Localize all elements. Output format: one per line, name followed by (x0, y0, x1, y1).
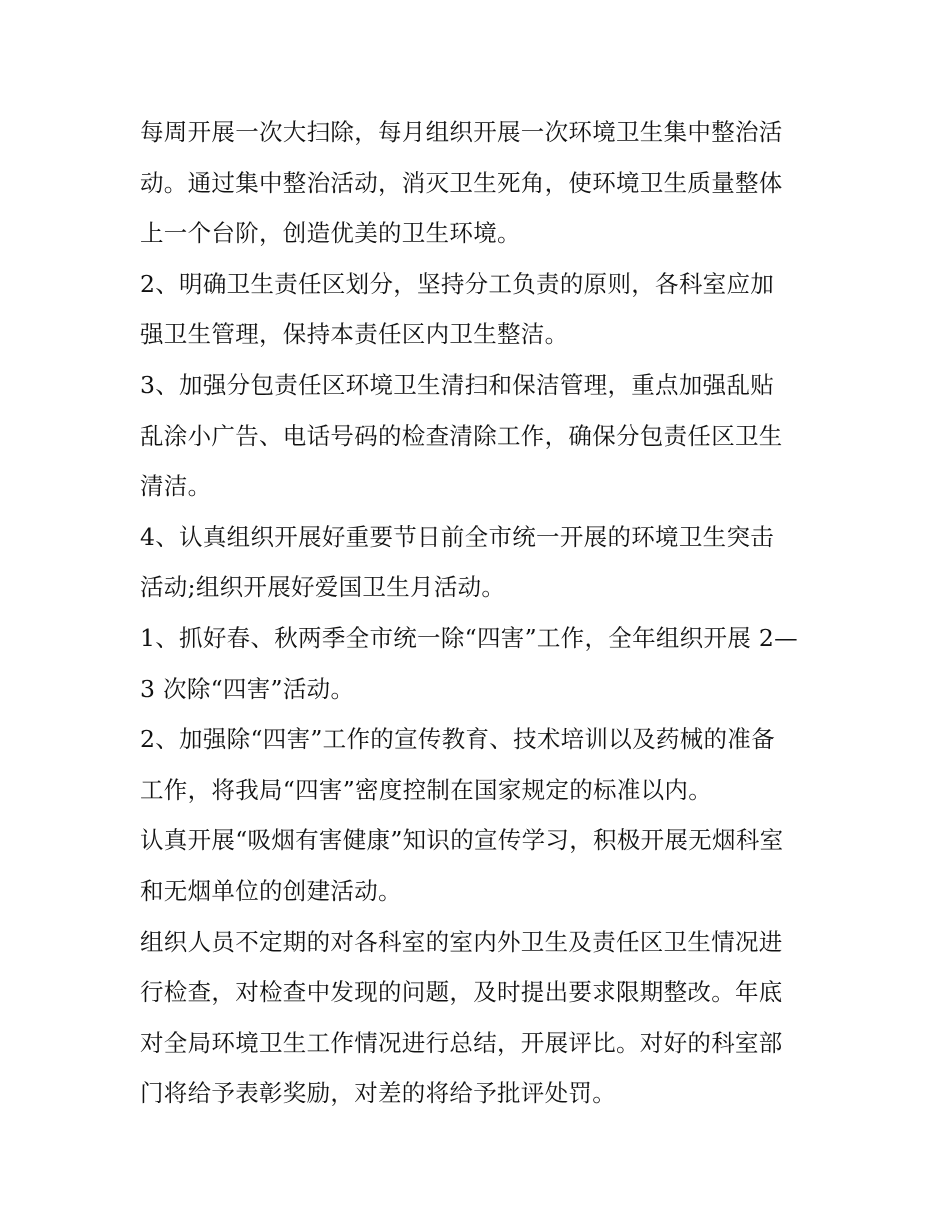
paragraph-holiday-campaign: 4、认真组织开展好重要节日前全市统一开展的环境卫生突击 活动;组织开展好爱国卫生月活动。 (140, 522, 775, 602)
paragraph-pest-control-seasonal: 1、抓好春、秋两季全市统一除“四害”工作，全年组织开展 2— 3 次除“四害”活动。 (140, 623, 798, 703)
paragraph-subcontract-zones: 3、加强分包责任区环境卫生清扫和保洁管理，重点加强乱贴 乱涂小广告、电话号码的检查清除工作，确保分包责任区卫生 清洁。 (140, 370, 783, 501)
paragraph-responsibility-zones: 2、明确卫生责任区划分，坚持分工负责的原则，各科室应加 强卫生管理，保持本责任区内卫生整洁。 (140, 269, 775, 349)
paragraph-weekly-cleaning: 每周开展一次大扫除，每月组织开展一次环境卫生集中整治活 动。通过集中整治活动，消灭卫生死角，使环境卫生质量整体 上一个台阶，创造优美的卫生环境。 (140, 118, 783, 248)
paragraph-smoke-free: 认真开展“吸烟有害健康”知识的宣传学习，积极开展无烟科室 和无烟单位的创建活动。 (140, 826, 784, 905)
paragraph-pest-control-education: 2、加强除“四害”工作的宣传教育、技术培训以及药械的准备 工作，将我局“四害”密度控制在国家规定的标准以内。 (140, 725, 775, 804)
paragraph-inspection: 组织人员不定期的对各科室的室内外卫生及责任区卫生情况进 行检查，对检查中发现的问题，及时提出要求限期整改。年底 对全局环境卫生工作情况进行总结，开展评比。对好的科室部 门将给予表彰奖励，对差的将给予批评处罚。 (140, 927, 783, 1108)
document-body (140, 107, 820, 1119)
